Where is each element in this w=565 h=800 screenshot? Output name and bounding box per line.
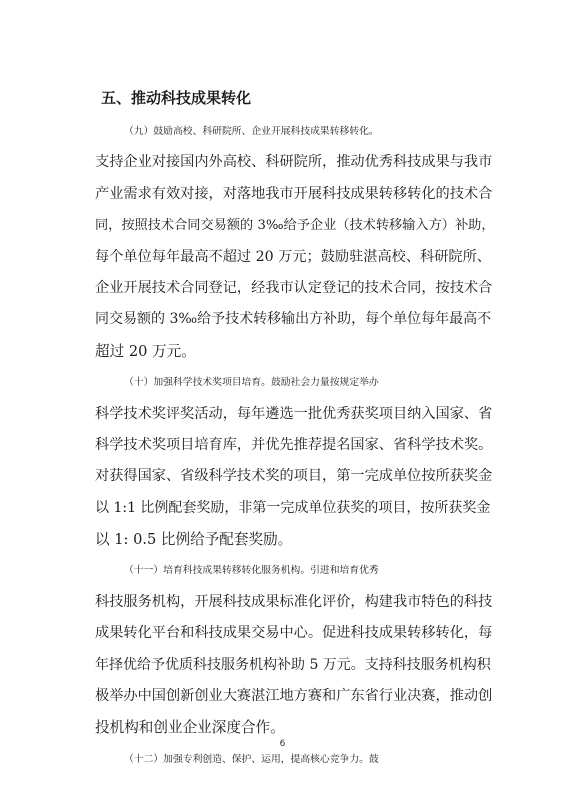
paragraph-list [95, 116, 495, 775]
text-line: 产业需求有效对接，对落地我市开展科技成果转移转化的技术合 [95, 185, 493, 202]
text-line: 每个单位每年最高不超过 20 万元；鼓励驻湛高校、科研院所、 [95, 248, 491, 265]
paragraph [95, 555, 495, 743]
text-line: 支持企业对接国内外高校、科研院所，推动优秀科技成果与我市 [95, 154, 493, 171]
text-line: 以 1: 0.5 比例给予配套奖励。 [95, 531, 293, 549]
text-line: （十）加强科学技术奖项目培育。鼓励社会力量按规定举办 [124, 377, 379, 389]
text-line: 科学技术奖项目培育库，并优先推荐提名国家、省科学技术奖。 [95, 436, 493, 453]
text-line: （十一）培育科技成果转移转化服务机构。引进和培育优秀 [124, 565, 379, 577]
paragraph [95, 367, 495, 555]
text-line: 以 1:1 比例配套奖励，非第一完成单位获奖的项目，按所获奖金 [95, 499, 491, 516]
text-line: （十二）加强专利创造、保护、运用，提高核心竞争力。鼓 [124, 753, 379, 765]
text-line: 对获得国家、省级科学技术奖的项目，第一完成单位按所获奖金 [95, 468, 493, 485]
text-line: 同，按照技术合同交易额的 3‰给予企业（技术转移输入方）补助， [95, 218, 495, 234]
text-line: 科学技术奖评奖活动，每年遴选一批优秀获奖项目纳入国家、省 [95, 405, 493, 422]
section-heading: 五、推动科技成果转化 [101, 89, 252, 107]
text-line: 投机构和创业企业深度合作。 [95, 719, 285, 737]
text-line: 极举办中国创新创业大赛湛江地方赛和广东省行业决赛，推动创 [95, 688, 493, 705]
page-content [95, 82, 495, 775]
page-number: 6 [279, 739, 286, 749]
paragraph [95, 116, 495, 367]
text-line: 成果转化平台和科技成果交易中心。促进科技成果转移转化，每 [95, 625, 493, 642]
text-line: 年择优给予优质科技服务机构补助 5 万元。支持科技服务机构积 [95, 656, 491, 673]
text-line: （九）鼓励高校、科研院所、企业开展科技成果转移转化。 [124, 126, 379, 137]
text-line: 超过 20 万元。 [95, 342, 196, 360]
text-line: 企业开展技术合同登记，经我市认定登记的技术合同，按技术合 [95, 279, 493, 296]
text-line: 同交易额的 3‰给予技术转移输出方补助，每个单位每年最高不 [95, 311, 492, 328]
text-line: 科技服务机构，开展科技成果标准化评价，构建我市特色的科技 [95, 593, 493, 610]
